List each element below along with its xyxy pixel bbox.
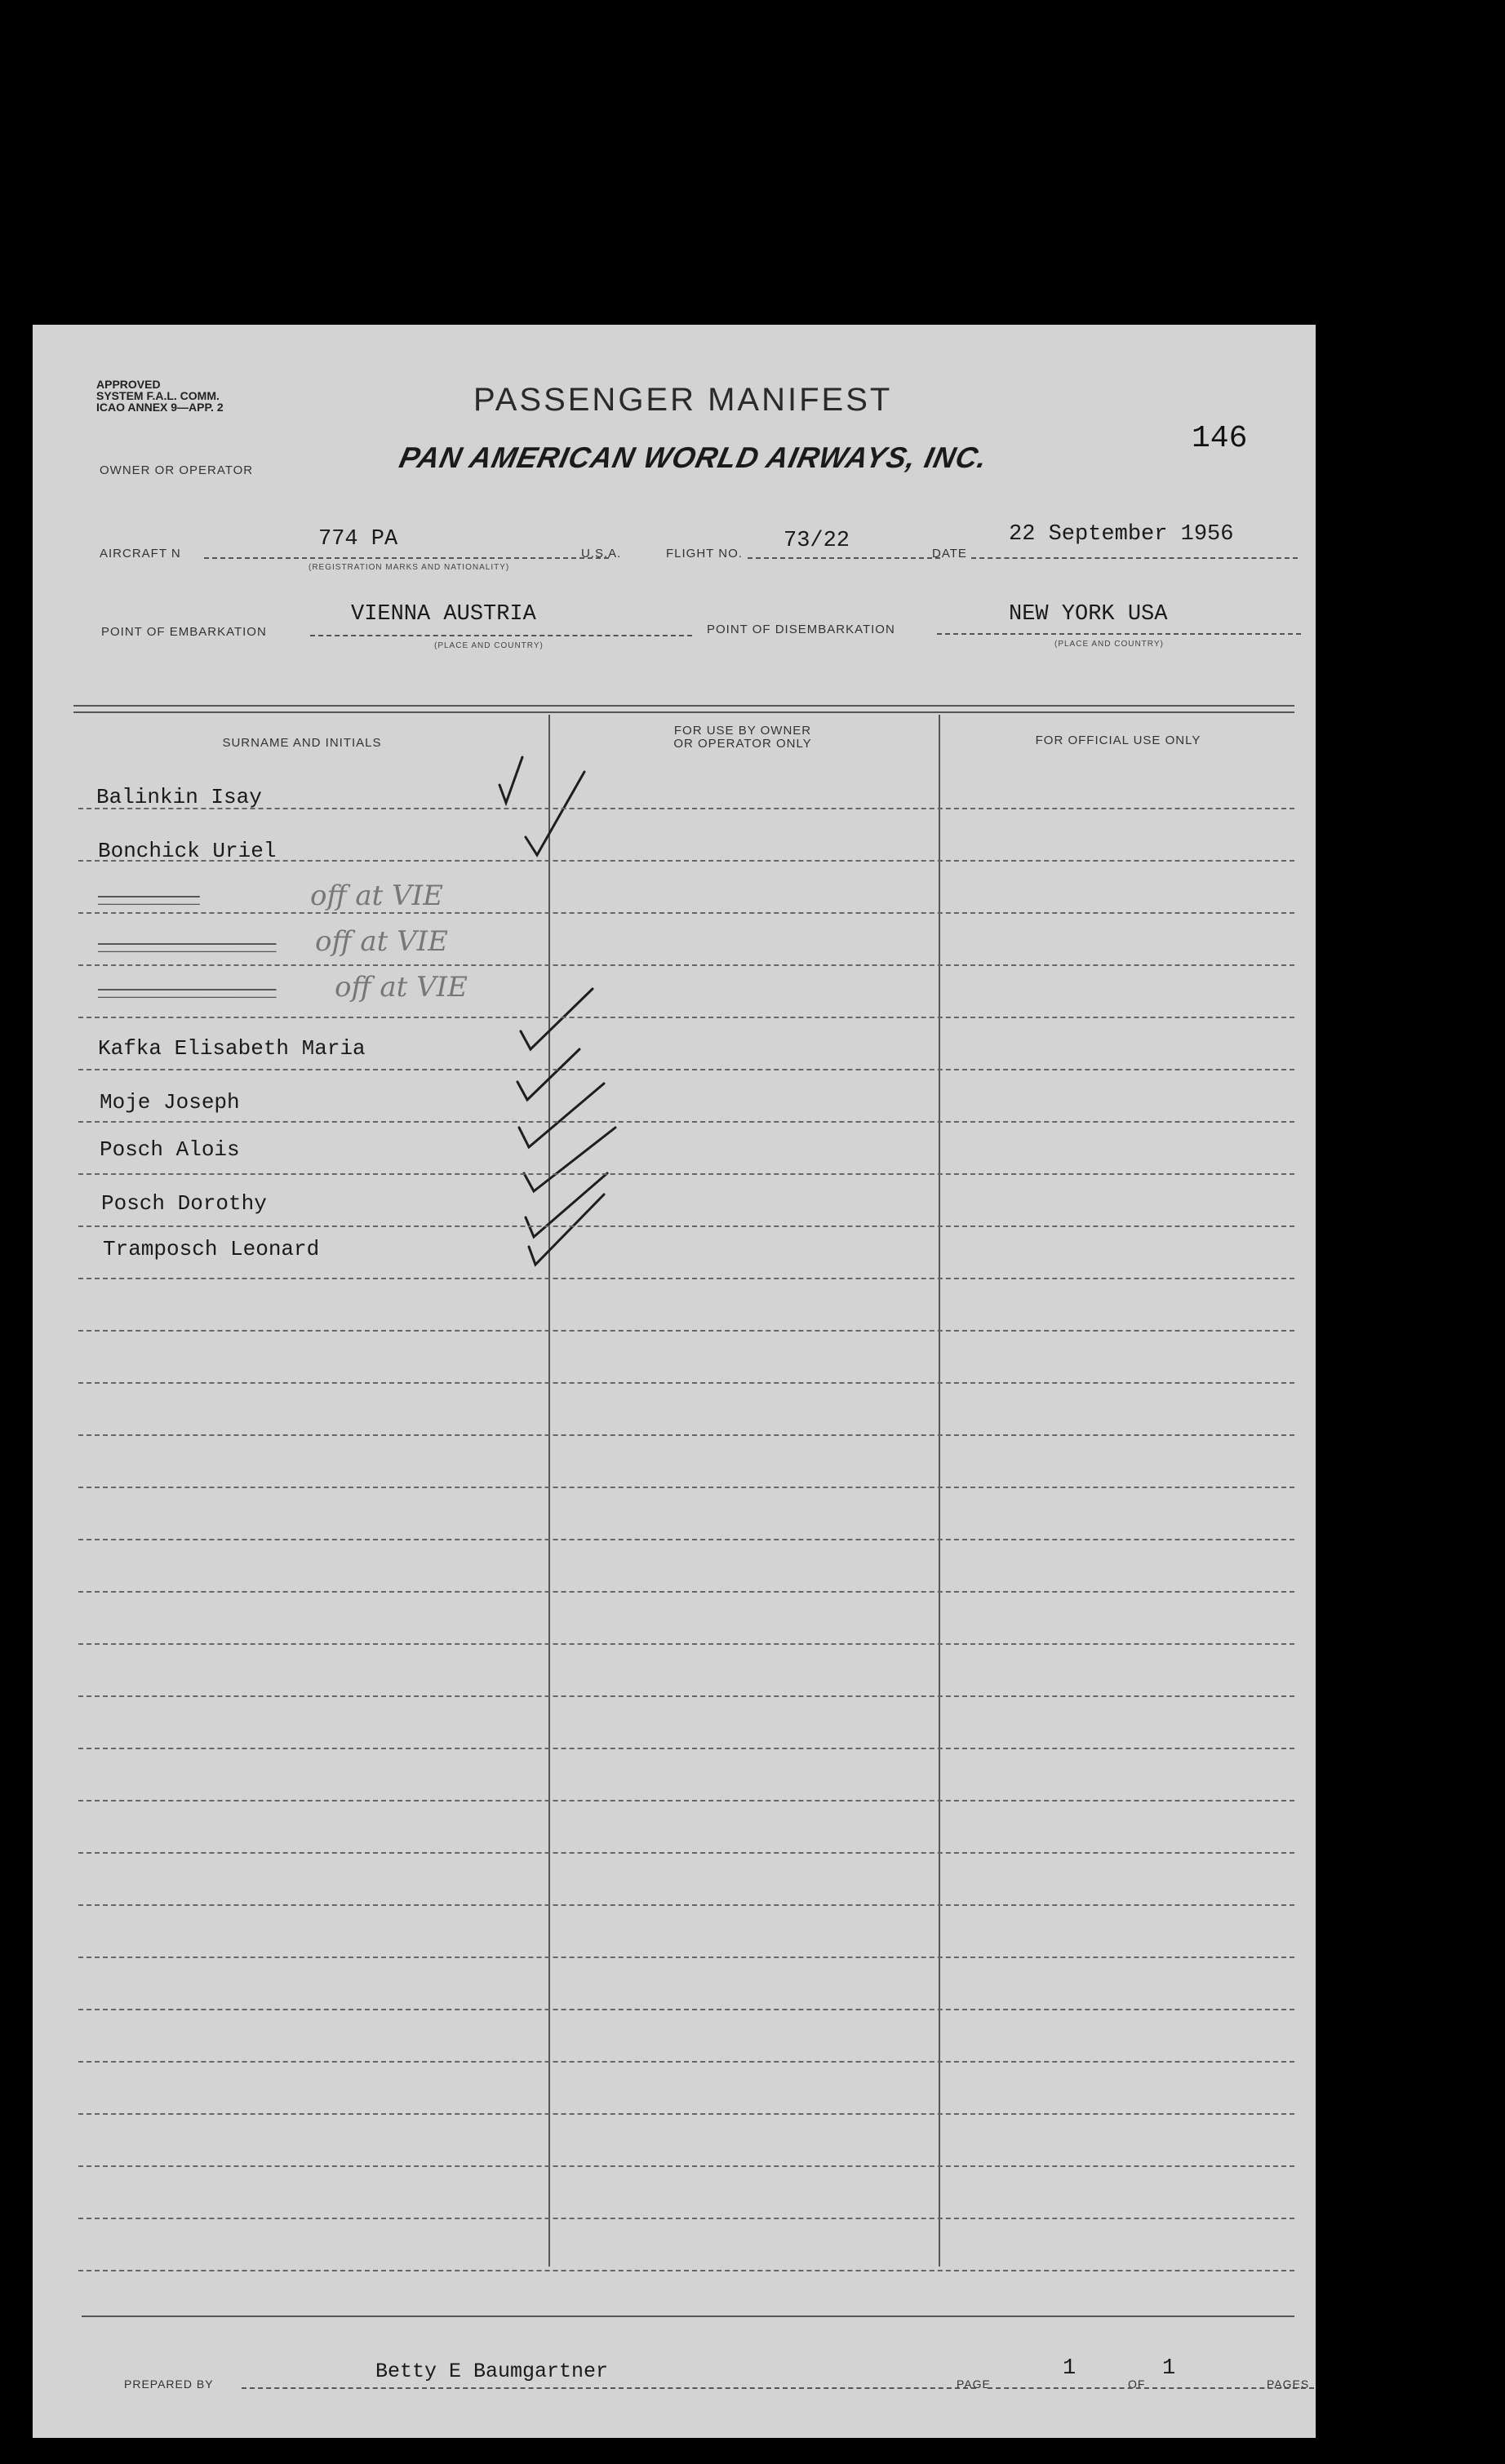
passenger-name: Balinkin Isay xyxy=(96,785,262,809)
table-rule-line xyxy=(78,964,1294,966)
table-rule-line xyxy=(78,1800,1294,1801)
prepared-by-underline xyxy=(242,2387,976,2389)
column-header-owner-line: FOR USE BY OWNER xyxy=(673,724,812,738)
flight-label: FLIGHT NO. xyxy=(666,547,743,561)
check-mark-icon xyxy=(519,1084,604,1147)
passenger-name: Tramposch Leonard xyxy=(103,1237,320,1261)
embarkation-value: VIENNA AUSTRIA xyxy=(351,602,536,627)
passenger-name: Bonchick Uriel xyxy=(98,839,277,863)
disembarkation-value: NEW YORK USA xyxy=(1009,602,1168,627)
disembarkation-sub-label: (PLACE AND COUNTRY) xyxy=(1054,640,1164,649)
table-rule-line xyxy=(78,1434,1294,1436)
passenger-name-struck: ________ xyxy=(98,884,200,909)
aircraft-sub-label: (REGISTRATION MARKS AND NATIONALITY) xyxy=(309,563,510,572)
table-rule-line xyxy=(78,1852,1294,1854)
handwritten-note: off at VIE xyxy=(315,925,448,958)
date-label: DATE xyxy=(932,547,967,561)
embarkation-sub-label: (PLACE AND COUNTRY) xyxy=(434,641,544,650)
table-rule-line xyxy=(78,1957,1294,1958)
table-rule-line xyxy=(78,2009,1294,2010)
page-label: PAGE xyxy=(957,2378,991,2391)
handwritten-note: off at VIE xyxy=(310,880,443,912)
table-rule-line xyxy=(78,1695,1294,1697)
table-rule-line xyxy=(78,1278,1294,1279)
prepared-by-value: Betty E Baumgartner xyxy=(375,2360,609,2383)
check-mark-icon xyxy=(526,772,584,855)
passenger-name-struck: ______________ xyxy=(98,977,277,1002)
table-rule-line xyxy=(78,1330,1294,1332)
table-rule-line xyxy=(78,2165,1294,2167)
page-value: 1 xyxy=(1063,2356,1077,2381)
passenger-name: Posch Dorothy xyxy=(101,1191,267,1216)
table-rule-line xyxy=(78,1904,1294,1906)
approved-line: APPROVED xyxy=(96,378,161,391)
table-bottom-rule xyxy=(82,2316,1294,2317)
check-mark-icon xyxy=(524,1128,615,1191)
handwritten-note: off at VIE xyxy=(335,971,468,1004)
column-header-owner-line: OR OPERATOR ONLY xyxy=(673,737,812,751)
table-rule-line xyxy=(78,912,1294,914)
owner-value: PAN AMERICAN WORLD AIRWAYS, INC. xyxy=(396,441,991,474)
check-mark-icon xyxy=(529,1194,604,1265)
table-rule-line xyxy=(78,1748,1294,1749)
table-rule-line xyxy=(78,1487,1294,1488)
table-rule-line xyxy=(78,808,1294,809)
of-label: OF xyxy=(1128,2378,1146,2391)
check-marks xyxy=(33,325,1316,2438)
prepared-by-label: PREPARED BY xyxy=(124,2378,214,2391)
disembarkation-label: POINT OF DISEMBARKATION xyxy=(707,623,895,636)
manifest-page xyxy=(33,325,1316,2438)
check-mark-icon xyxy=(521,989,593,1049)
table-rule-line xyxy=(78,1539,1294,1540)
table-rule-line xyxy=(78,1069,1294,1070)
table-rule-line xyxy=(78,1121,1294,1123)
check-mark-icon xyxy=(499,757,522,803)
passenger-name: Kafka Elisabeth Maria xyxy=(98,1036,366,1061)
column-header-official: FOR OFFICIAL USE ONLY xyxy=(1035,733,1201,747)
aircraft-label: AIRCRAFT N xyxy=(100,547,181,561)
table-rule-line xyxy=(78,860,1294,862)
page-title: PASSENGER MANIFEST xyxy=(473,382,893,418)
table-rule-line xyxy=(78,1173,1294,1175)
flight-value: 73/22 xyxy=(784,529,850,553)
table-rule-line xyxy=(78,2218,1294,2219)
table-rule-line xyxy=(78,1017,1294,1018)
usa-label: U.S.A. xyxy=(581,547,622,561)
table-rule-line xyxy=(78,1643,1294,1645)
table-rule-line xyxy=(78,2113,1294,2115)
page-number: 146 xyxy=(1192,421,1248,456)
aircraft-value: 774 PA xyxy=(318,527,398,552)
table-rule-line xyxy=(78,1382,1294,1384)
column-header-surname: SURNAME AND INITIALS xyxy=(222,736,382,750)
table-rule-line xyxy=(78,1591,1294,1593)
table-rule-line xyxy=(78,2270,1294,2271)
passenger-name: Posch Alois xyxy=(100,1137,240,1162)
pages-label: PAGES xyxy=(1267,2378,1310,2391)
table-rule-line xyxy=(78,2061,1294,2063)
embarkation-label: POINT OF EMBARKATION xyxy=(101,625,267,639)
approved-line: ICAO ANNEX 9—APP. 2 xyxy=(96,401,224,414)
check-mark-icon xyxy=(517,1049,579,1100)
passenger-name-struck: ______________ xyxy=(98,932,277,956)
date-value: 22 September 1956 xyxy=(1009,522,1234,547)
of-value: 1 xyxy=(1162,2356,1176,2381)
passenger-name: Moje Joseph xyxy=(100,1090,240,1115)
approved-line: SYSTEM F.A.L. COMM. xyxy=(96,389,220,402)
page-underline xyxy=(988,2387,1314,2389)
table-rule-line xyxy=(78,1225,1294,1227)
owner-label: OWNER OR OPERATOR xyxy=(100,463,254,477)
